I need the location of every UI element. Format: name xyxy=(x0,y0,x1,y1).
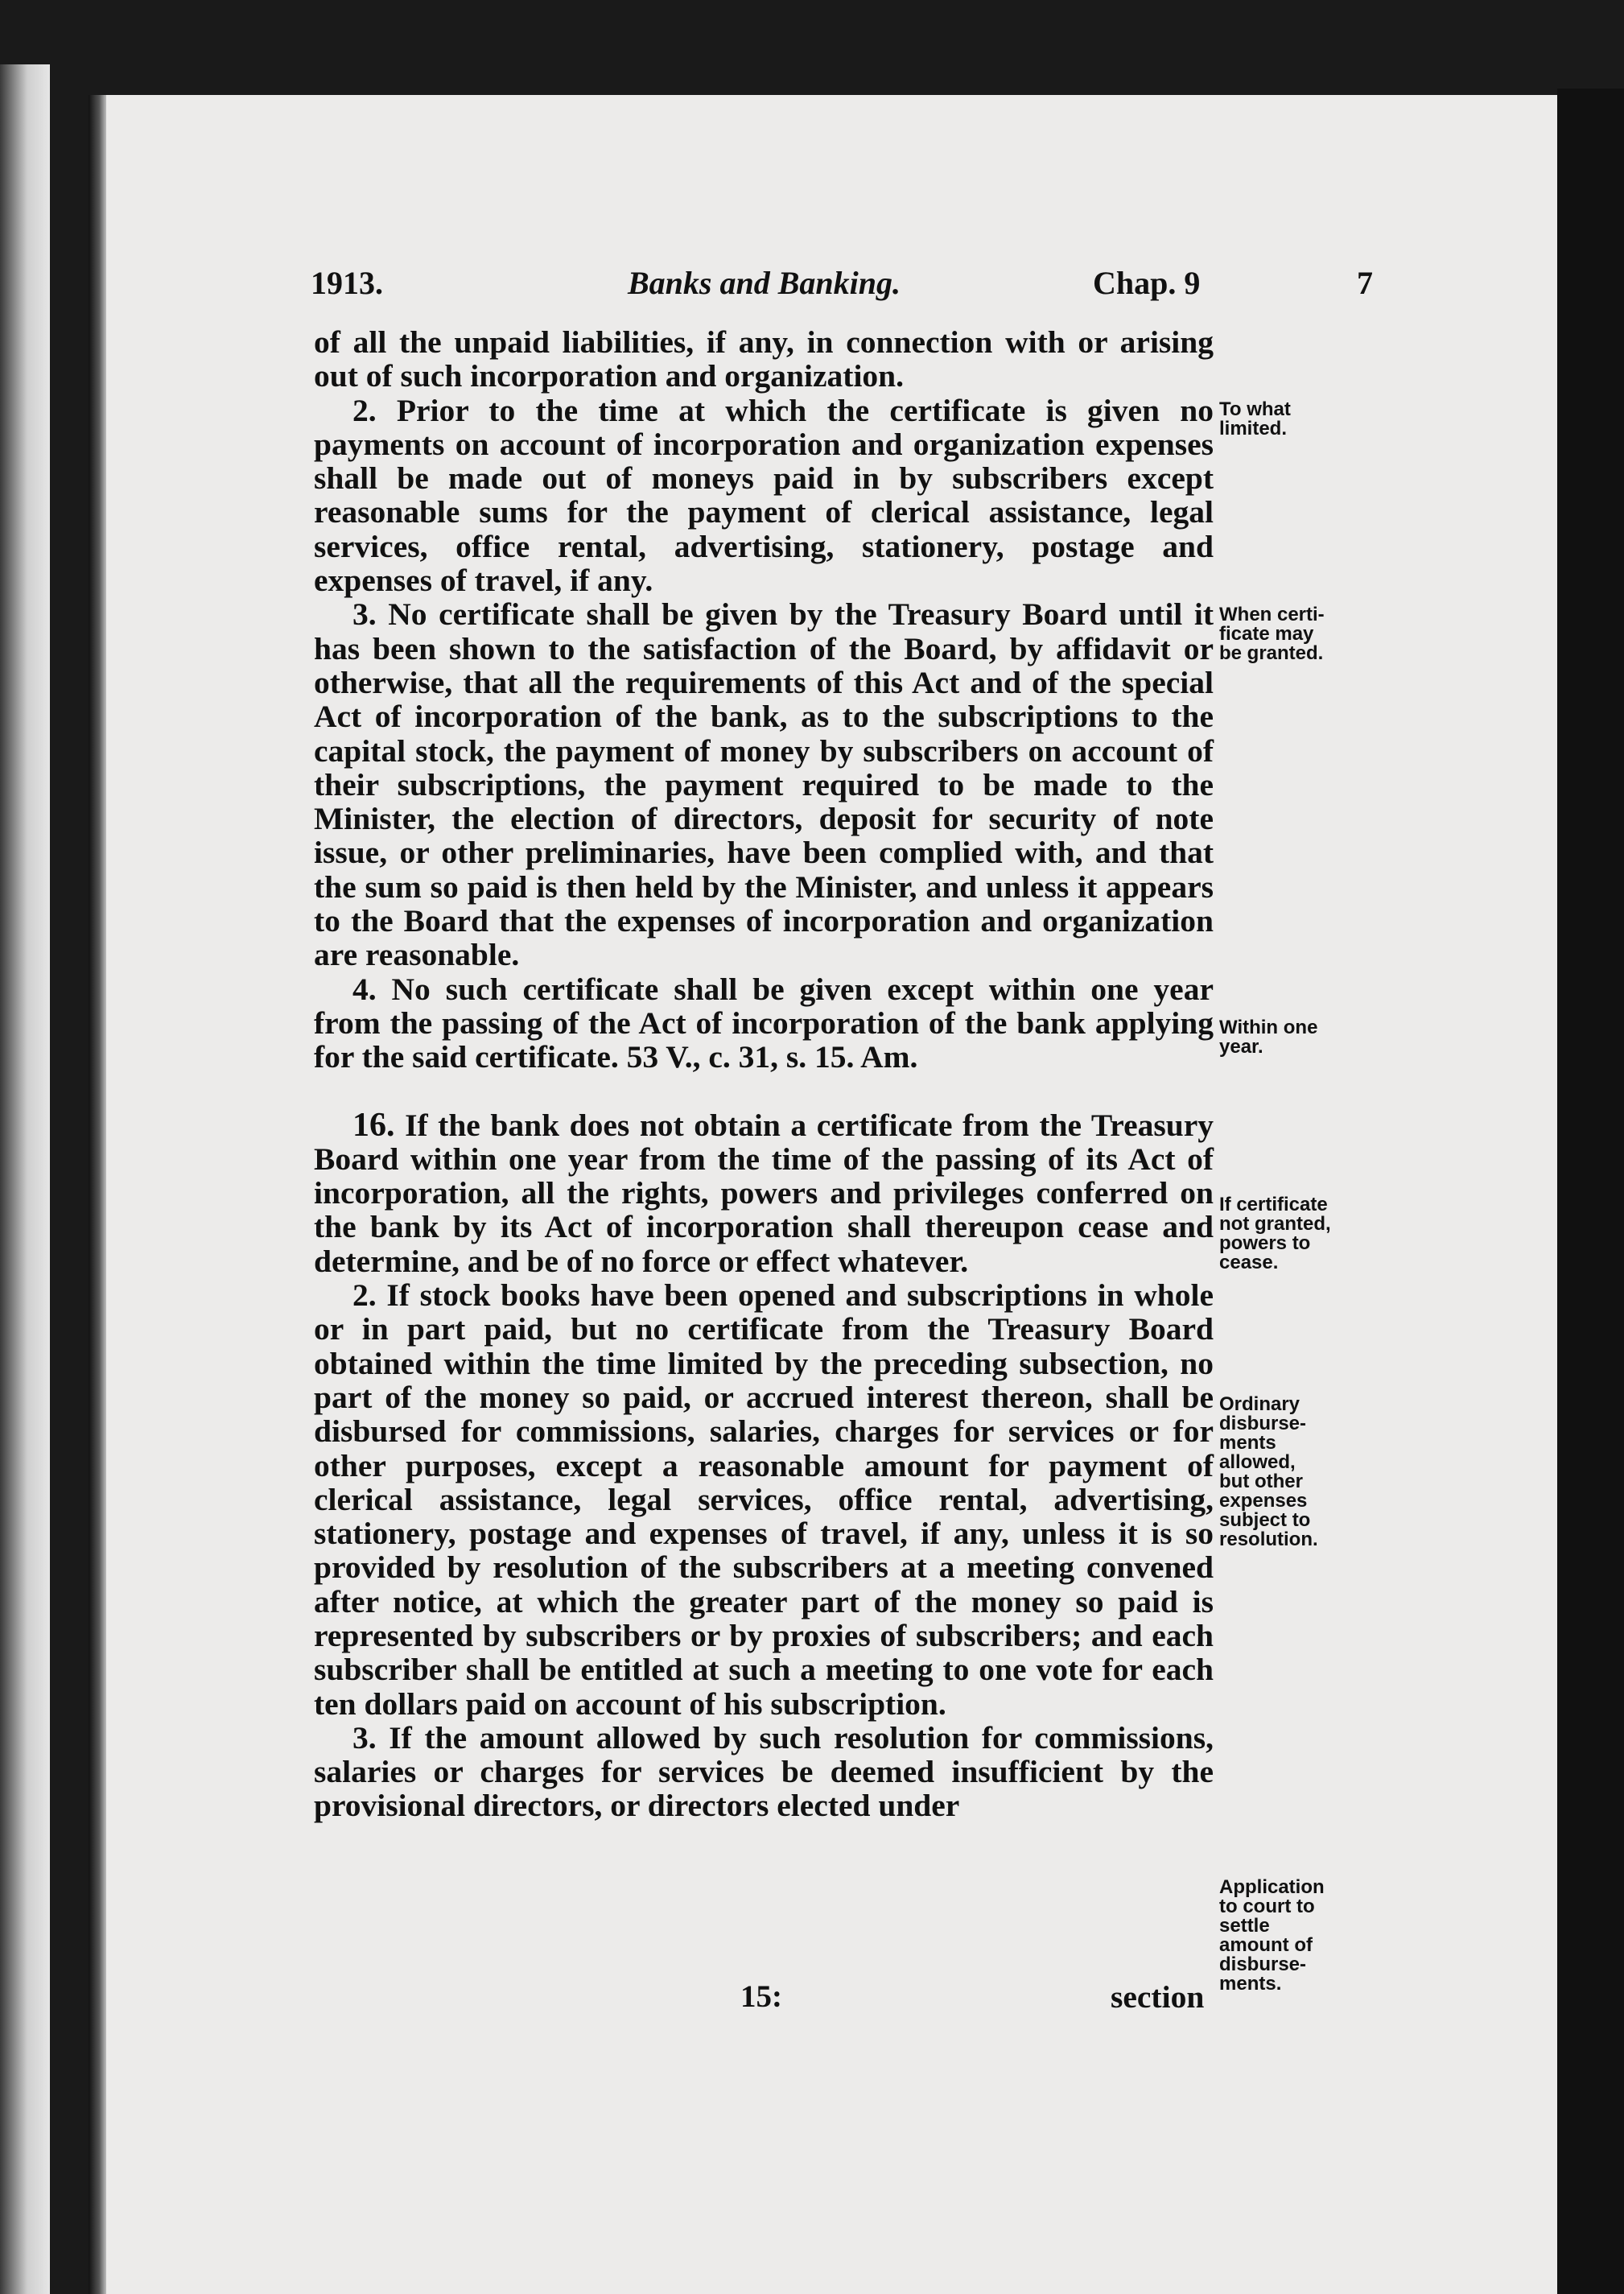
signature-mark: 15: xyxy=(740,1979,782,2014)
header-year: 1913. xyxy=(311,265,383,301)
margin-note-to-what-limited: To what limited. xyxy=(1219,398,1291,439)
margin-note-within-one-year: Within one year. xyxy=(1219,1017,1318,1058)
running-header xyxy=(306,259,1384,307)
paragraph-16-1 xyxy=(314,1108,1214,1278)
header-title: Banks and Banking. xyxy=(628,265,901,301)
margin-note-when-certificate-granted: When certi- ficate may be granted. xyxy=(1219,604,1325,664)
page-binding-shadow xyxy=(89,95,106,2294)
paragraph-16-3: 3. If the amount allowed by such resolution for commissions, salaries or charges for services be deemed insufficient by the provisional directors, or directors elected under xyxy=(314,1719,1214,1824)
margin-note-application-to-court: Application to court to settle amount of disburse- ments. xyxy=(1219,1876,1325,1995)
page-number: 7 xyxy=(1357,265,1373,301)
body-text xyxy=(314,325,1214,1823)
header-chapter: Chap. 9 xyxy=(1093,265,1201,301)
margin-note-if-certificate-not-granted: If certificate not granted, powers to cease. xyxy=(1219,1194,1331,1273)
section-number: 16. xyxy=(352,1106,395,1144)
paragraph-16-2: 2. If stock books have been opened and subscriptions in whole or in part paid, but no certificate from the Treasury Board obtained within the time limited by the preceding subsection, no part of the money so paid, or accrued interest thereon, shall be disbursed for commissions, salaries, charges for services or for other purposes, except a reasonable amount for payment of clerical assistance, legal services, office rental, advertising, stationery, postage and expenses of travel, if any, unless it is so provided by resolution of the subscribers at a meeting convened after notice, at which the greater part of the money so paid is represented by subscribers or by proxies of subscribers; and each subscriber shall be entitled at such a meeting to one vote for each ten dollars paid on account of his subscription. xyxy=(314,1277,1214,1722)
paragraph-15-2: 2. Prior to the time at which the certificate is given no payments on account of incorporation and organization expenses shall be made out of moneys paid in by subscribers except reasonable sums for the payment of clerical assistance, legal services, office rental, advertising, stationery, postage and expenses of travel, if any. xyxy=(314,392,1214,599)
margin-note-ordinary-disbursements: Ordinary disburse- ments allowed, but other expenses subject to resolution. xyxy=(1219,1393,1318,1550)
scan-border xyxy=(1557,89,1624,2294)
paragraph-15-4: 4. No such certificate shall be given except within one year from the passing of the Act of incorporation of the bank applying for the said certificate. 53 V., c. 31, s. 15. Am. xyxy=(314,971,1214,1075)
catchword: section xyxy=(1111,1979,1205,2015)
section-gap xyxy=(314,1075,1214,1108)
adjacent-page-edge xyxy=(0,64,50,2294)
paragraph-continued: of all the unpaid liabilities, if any, in connection with or arising out of such incorporation and organization. xyxy=(314,324,1214,394)
section-16-text: If the bank does not obtain a certificate from the Treasury Board within one year from the time of the passing of its Act of incorporation, all the rights, powers and privileges conferred on the bank by its Act of incorporation shall thereupon cease and determine, and be of no force or effect whatever. xyxy=(314,1107,1214,1279)
paragraph-15-3: 3. No certificate shall be given by the Treasury Board until it has been shown to the satisfaction of the Board, by affidavit or otherwise, that all the requirements of this Act and of the special Act of incorporation of the bank, as to the subscriptions to the capital stock, the payment of money by subscribers on account of their subscriptions, the payment required to be made to the Minister, the election of directors, deposit for security of note issue, or other preliminaries, have been complied with, and that the sum so paid is then held by the Minister, and unless it appears to the Board that the expenses of incorporation and organization are reasonable. xyxy=(314,596,1214,973)
